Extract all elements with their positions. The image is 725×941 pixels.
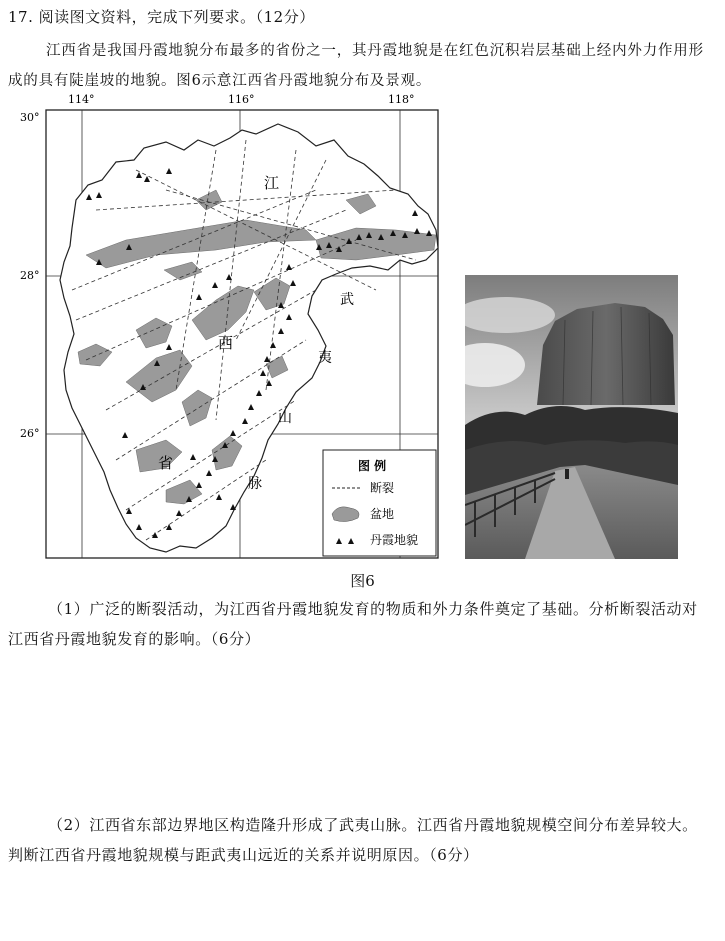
mountain-char-shan: 山 [278,410,292,426]
mountain-char-wu: 武 [340,292,354,308]
legend-danxia-label: 丹霞地貌 [370,533,419,547]
lon-label-114: 114° [68,93,95,106]
lon-label-116: 116° [228,93,255,106]
province-char-xi: 西 [218,334,234,352]
province-char-jiang: 江 [264,174,280,192]
lat-label-30: 30° [20,111,40,124]
danxia-photo [465,275,678,559]
lat-label-28: 28° [20,269,40,282]
mountain-char-mai: 脉 [248,476,262,492]
question-intro: 江西省是我国丹霞地貌分布最多的省份之一，其丹霞地貌是在红色沉积岩层基础上经内外力作用形成的具有陡崖坡的地貌。图6示意江西省丹霞地貌分布及景观。 [8,43,704,89]
figure-caption: 图6 [350,572,375,590]
legend-title: 图 例 [358,459,387,473]
province-char-sheng: 省 [158,454,174,472]
lat-label-26: 26° [20,427,40,440]
mountain-char-yi: 夷 [318,350,332,366]
question-title: 17. 阅读图文资料，完成下列要求。（12分） [8,8,315,26]
legend-basin-label: 盆地 [370,507,395,521]
map-legend [323,450,436,556]
danxia-distribution-map [16,90,444,560]
legend-fault-label: 断裂 [370,481,395,495]
subquestion-1: （1）广泛的断裂活动，为江西省丹霞地貌发育的物质和外力条件奠定了基础。分析断裂活动对江西省丹霞地貌发育的影响。（6分） [8,600,698,648]
subquestion-2: （2）江西省东部边界地区构造隆升形成了武夷山脉。江西省丹霞地貌规模空间分布差异较大。判断江西省丹霞地貌规模与距武夷山远近的关系并说明原因。（6分） [8,816,698,864]
lon-label-118: 118° [388,93,415,106]
